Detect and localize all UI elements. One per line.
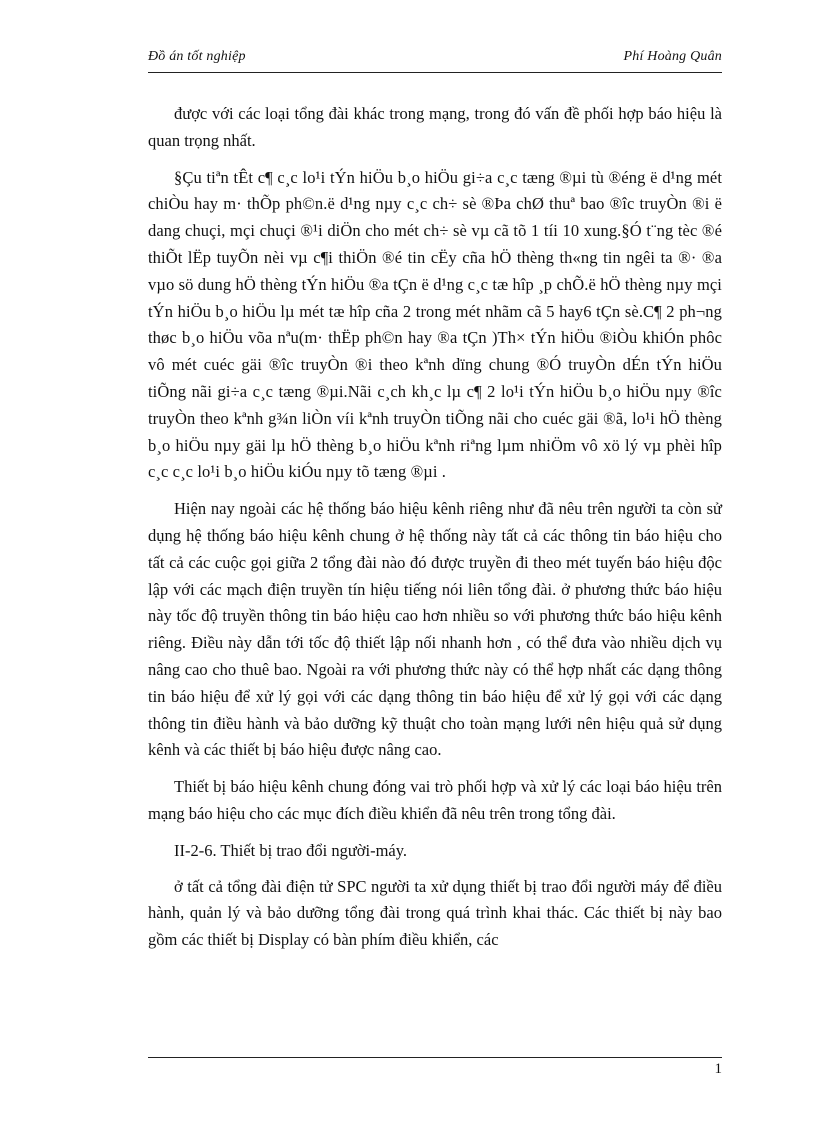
paragraph-common-channel: Hiện nay ngoài các hệ thống báo hiệu kênh riêng như đã nêu trên người ta còn sử dụng hệ thống báo hiệu kênh chung ở hệ thống này tất cả các thông tin báo hiệu cho tất cả các cuộc gọi giữa 2 tổng đài nào đó được truyền đi theo mét tuyến báo hiệu độc lập với các mạch điện truyền tín hiệu tiếng nói liên tổng đài. ở phương thức báo hiệu này tốc độ truyền thông tin báo hiệu cao hơn nhiều so với phương thức báo hiệu kênh riêng. Điều này dẫn tới tốc độ thiết lập nối nhanh hơn , có thể đưa vào nhiều dịch vụ nâng cao cho thuê bao. Ngoài ra với phương thức này có thể hợp nhất các dạng thông tin báo hiệu để xử lý gọi với các dạng thông tin báo hiệu để xử lý gọi với các dạng thông tin điều hành và bảo dưỡng kỹ thuật cho toàn mạng lưới nên hiệu quả sử dụng kênh và các thiết bị báo hiệu được nâng cao. [148, 499, 722, 760]
section-heading: II-2-6. Thiết bị trao đổi người-máy. [174, 840, 408, 860]
page-body [148, 101, 722, 964]
page-header [148, 49, 722, 73]
paragraph-continuation: được với các loại tổng đài khác trong mạng, trong đó vấn đề phối hợp báo hiệu là quan trọng nhất. [148, 104, 722, 150]
paragraph-legacy-encoding: §Çu tiªn tÊt c¶ c¸c lo¹i tÝn hiÖu b¸o hiÖu gi÷a c¸c tæng ®µi tù ®éng ë d¹ng mét chiÒu hay m· thÕp ph©n.ë d¹ng nµy c¸c ch÷ sè ®Þa chØ thuª bao ®îc truyÒn ®i ë dang chuçi, mçi chuçi ®¹i diÖn cho mét ch÷ sè vµ cã tõ 1 tíi 10 xung.§Ó t¨ng tèc ®é thiÕt lËp tuyÕn nèi vµ c¶i thiÖn ®é tin cËy cña hÖ thèng th«ng tin ngêi ta ®· ®a vµo sö dung hÖ thèng tÝn hiÖu ®a tÇn ë d¹ng c¸c tæ hîp ¸p chÕ.ë hÖ thèng nµy mçi tÝn hiÖu b¸o hiÖu lµ mét tæ hîp cña 2 trong mét nhãm cã 5 hay6 tÇn sè.C¶ 2 ph¬ng thøc b¸o hiÖu võa nªu(m· thËp ph©n hay ®a tÇn )Th× tÝn hiÖu ®iÒu khiÓn phôc vô mét cuéc gäi ®îc truyÒn ®i theo kªnh dïng chung ®Ó truyÒn dÉn tÝn hiÖu tiÕng nãi gi÷a c¸c tæng ®µi.Nãi c¸ch kh¸c lµ c¶ 2 lo¹i tÝn hiÖu b¸o hiÖu nµy ®îc truyÒn theo kªnh g¾n liÒn víi kªnh truyÒn tiÕng nãi cho cuéc gäi ®ã, lo¹i hÖ thèng b¸o hiÖu nµy gäi lµ hÖ thèng b¸o hiÖu kªnh riªng lµm nhiÖm vô xö lý vµ phèi hîp c¸c c¸c lo¹i b¸o hiÖu kiÓu nµy tõ tæng ®µi . [148, 167, 722, 482]
footer-divider [148, 1057, 722, 1058]
paragraph-man-machine: ở tất cả tổng đài điện tử SPC người ta xử dụng thiết bị trao đổi người máy để điều hành, quản lý và bảo dưỡng tổng đài trong quá trình khai thác. Các thiết bị này bao gồm các thiết bị Display có bàn phím điều khiển, các [148, 876, 722, 950]
page-number: 1 [714, 1061, 722, 1077]
document-title: Đồ án tốt nghiệp [148, 49, 246, 64]
author-name: Phí Hoàng Quân [623, 49, 722, 64]
paragraph-signaling-device: Thiết bị báo hiệu kênh chung đóng vai trò phối hợp và xử lý các loại báo hiệu trên mạng báo hiệu cho các mục đích điều khiển đã nêu trên trong tổng đài. [148, 777, 722, 823]
